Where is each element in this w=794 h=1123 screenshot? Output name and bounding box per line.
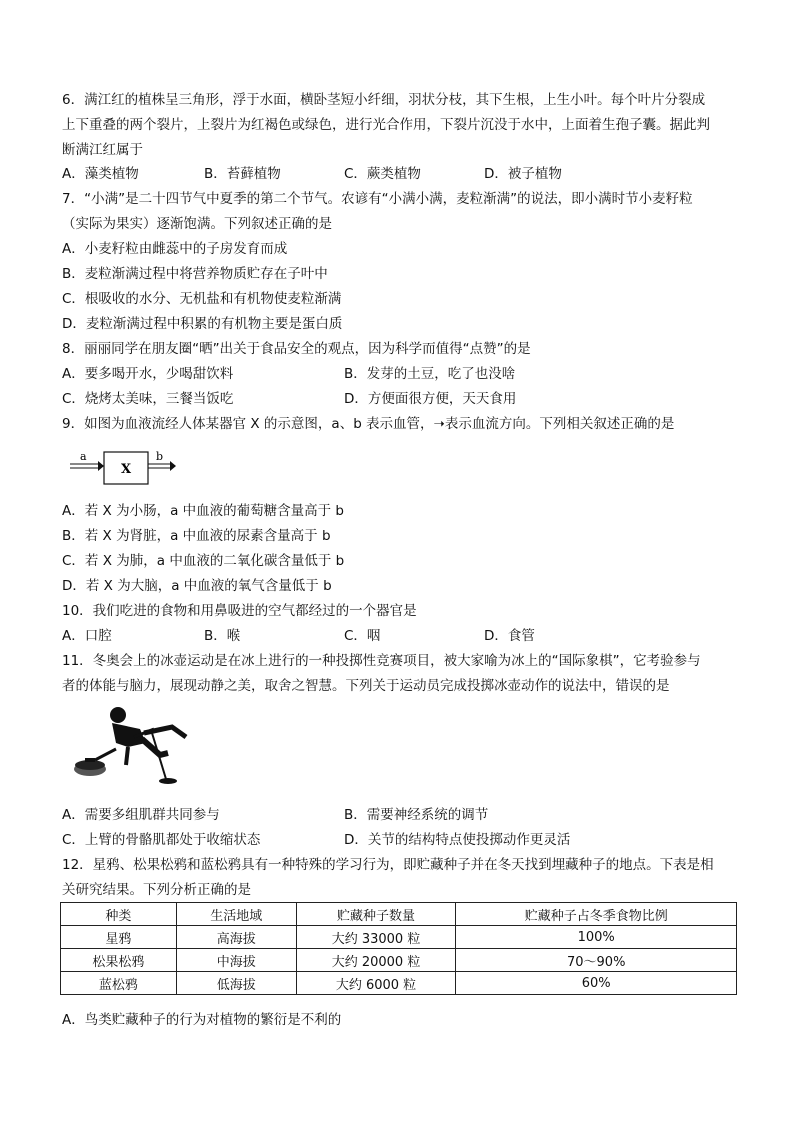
q6-stem-line3: 断满江红属于 [62, 142, 143, 158]
table-cell: 松果松鸦 [61, 949, 177, 972]
blood-flow-diagram [68, 450, 178, 490]
header-species: 种类 [61, 903, 177, 926]
q6-option-d: D．被子植物 [484, 166, 562, 182]
table-row [61, 926, 737, 949]
q11-stem-line2: 者的体能与脑力，展现动静之美，取舍之智慧。下列关于运动员完成投掷冰壶动作的说法中，错误的是 [62, 678, 670, 694]
table-cell: 大约 33000 粒 [296, 926, 456, 949]
q6-option-b: B．苔藓植物 [204, 166, 281, 182]
q7-stem-line2: （实际为果实）逐渐饱满。下列叙述正确的是 [62, 216, 332, 232]
q12-stem-line2: 关研究结果。下列分析正确的是 [62, 882, 251, 898]
table-cell: 70～90% [456, 949, 737, 972]
q6-stem-line2: 上下重叠的两个裂片，上裂片为红褐色或绿色，进行光合作用，下裂片沉没于水中，上面着生孢子囊。据此判 [62, 117, 710, 133]
table-cell: 大约 6000 粒 [296, 972, 456, 995]
table-cell: 蓝松鸦 [61, 972, 177, 995]
table-row [61, 972, 737, 995]
q10-option-a: A．口腔 [62, 628, 112, 644]
table-cell: 中海拔 [176, 949, 296, 972]
header-winter-food-ratio: 贮藏种子占冬季食物比例 [456, 903, 737, 926]
q7-option-c: C．根吸收的水分、无机盐和有机物使麦粒渐满 [62, 291, 342, 307]
table-cell: 低海拔 [176, 972, 296, 995]
table-cell: 60% [456, 972, 737, 995]
q6-option-c: C．蕨类植物 [344, 166, 421, 182]
vessel-b-label: b [156, 450, 164, 463]
q9-stem: 9．如图为血液流经人体某器官 X 的示意图，a、b 表示血管，➝表示血流方向。下列相关叙述正确的是 [62, 416, 675, 432]
q12-stem-line1: 12．星鸦、松果松鸦和蓝松鸦具有一种特殊的学习行为，即贮藏种子并在冬天找到埋藏种子的地点。下表是相 [62, 857, 714, 873]
table-cell: 星鸦 [61, 926, 177, 949]
q10-option-d: D．食管 [484, 628, 535, 644]
q8-option-a: A．要多喝开水，少喝甜饮料 [62, 366, 234, 382]
q9-option-a: A．若 X 为小肠，a 中血液的葡萄糖含量高于 b [62, 503, 344, 519]
table-cell: 100% [456, 926, 737, 949]
q11-option-b: B．需要神经系统的调节 [344, 807, 489, 823]
q8-option-d: D．方便面很方便，天天食用 [344, 391, 517, 407]
q11-option-a: A．需要多组肌群共同参与 [62, 807, 220, 823]
q9-option-d: D．若 X 为大脑，a 中血液的氧气含量低于 b [62, 578, 332, 594]
q7-stem-line1: 7．“小满”是二十四节气中夏季的第二个节气。农谚有“小满小满，麦粒渐满”的说法，即小满时节小麦籽粒 [62, 191, 693, 207]
seed-storage-table [60, 902, 737, 995]
q8-option-c: C．烧烤太美味，三餐当饭吃 [62, 391, 234, 407]
table-cell: 大约 20000 粒 [296, 949, 456, 972]
table-header-row [61, 903, 737, 926]
vessel-a-arrow [70, 461, 104, 471]
q8-stem: 8．丽丽同学在朋友圈“晒”出关于食品安全的观点，因为科学而值得“点赞”的是 [62, 341, 531, 357]
organ-x-label: X [120, 462, 132, 477]
q11-option-c: C．上臂的骨骼肌都处于收缩状态 [62, 832, 261, 848]
vessel-a-label: a [80, 450, 87, 463]
q9-option-b: B．若 X 为肾脏，a 中血液的尿素含量高于 b [62, 528, 331, 544]
q7-option-d: D．麦粒渐满过程中积累的有机物主要是蛋白质 [62, 316, 343, 332]
q11-option-d: D．关节的结构特点使投掷动作更灵活 [344, 832, 571, 848]
header-habitat: 生活地域 [176, 903, 296, 926]
q10-option-b: B．喉 [204, 628, 241, 644]
header-seed-count: 贮藏种子数量 [296, 903, 456, 926]
q8-option-b: B．发芽的土豆，吃了也没啥 [344, 366, 516, 382]
q6-option-a: A．藻类植物 [62, 166, 139, 182]
q10-option-c: C．咽 [344, 628, 381, 644]
q11-stem-line1: 11．冬奥会上的冰壶运动是在冰上进行的一种投掷性竞赛项目，被大家喻为冰上的“国际象棋”，它考验参与 [62, 653, 701, 669]
curling-athlete-illustration [68, 703, 198, 793]
table-row [61, 949, 737, 972]
q10-stem: 10．我们吃进的食物和用鼻吸进的空气都经过的一个器官是 [62, 603, 417, 619]
q9-option-c: C．若 X 为肺，a 中血液的二氧化碳含量低于 b [62, 553, 345, 569]
q7-option-a: A．小麦籽粒由雌蕊中的子房发育而成 [62, 241, 288, 257]
q7-option-b: B．麦粒渐满过程中将营养物质贮存在子叶中 [62, 266, 328, 282]
table-cell: 高海拔 [176, 926, 296, 949]
q6-stem-line1: 6．满江红的植株呈三角形，浮于水面，横卧茎短小纤细，羽状分枝，其下生根，上生小叶。每个叶片分裂成 [62, 92, 706, 108]
q12-option-a: A．鸟类贮藏种子的行为对植物的繁衍是不利的 [62, 1012, 342, 1028]
